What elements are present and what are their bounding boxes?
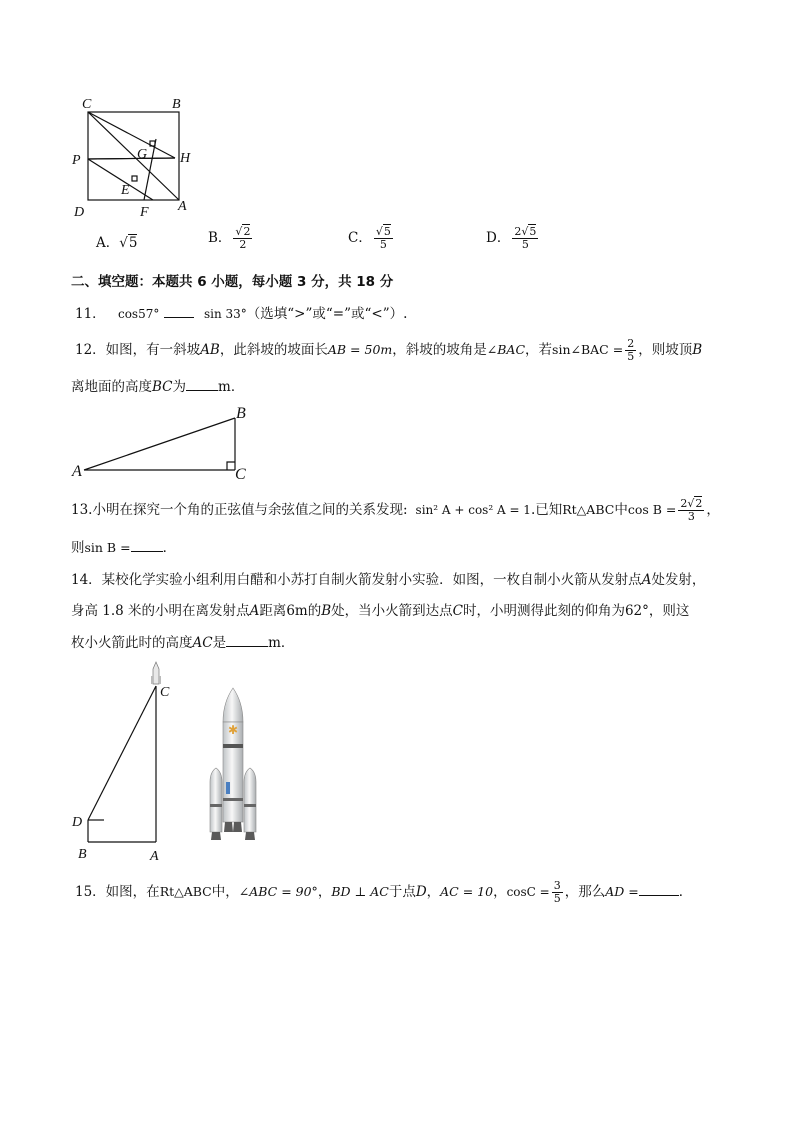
answer-blank (131, 537, 163, 552)
question-15: 15．如图，在Rt△ABC中，∠ABC = 90°，BD ⊥ AC于点D，AC = 10，cosC = $\frac{3}{5}$ ，那么AD = ． (75, 879, 693, 905)
question-14-line1: 14．某校化学实验小组利用白醋和小苏打自制火箭发射小实验．如图，一枚自制小火箭从发射点A处发射， (71, 572, 706, 588)
label-B: B (236, 405, 246, 422)
rocket-triangle-figure (68, 660, 188, 865)
small-rocket-icon (151, 662, 161, 684)
label-A: A (72, 463, 82, 480)
question-13-line1: 13.小明在探究一个角的正弦值与余弦值之间的关系发现: sin² A + cos² A = 1.已知Rt△ABC中cos B = $\frac{2√2}{3}$ ， (71, 497, 720, 523)
question-12-line2: 离地面的高度BC为 m． (71, 376, 244, 397)
question-14-line2: 身高 1.8 米的小明在离发射点A距离6m的B处，当小火箭到达点C时，小明测得此刻的仰角为62°，则这 (71, 603, 690, 619)
label-C: C (160, 685, 170, 700)
question-14-line3: 枚小火箭此时的高度AC是 m． (71, 632, 294, 653)
label-E: E (121, 183, 130, 198)
label-P: P (72, 153, 81, 168)
svg-text:✱: ✱ (228, 723, 239, 737)
option-d: D． $\frac{2√5}{5}$ (486, 225, 537, 251)
label-F: F (140, 205, 149, 220)
label-D: D (72, 815, 83, 830)
label-A: A (150, 849, 159, 864)
answer-blank (226, 632, 268, 647)
answer-blank (639, 881, 679, 896)
label-C: C (235, 466, 246, 482)
label-B: B (172, 97, 181, 112)
label-C: C (82, 97, 92, 112)
label-H: H (180, 151, 191, 166)
answer-blank (164, 303, 194, 318)
square-figure (70, 92, 200, 224)
question-13-line2: 则sin B = ． (71, 537, 176, 558)
rocket-illustration (202, 686, 264, 846)
label-G: G (137, 147, 148, 162)
question-12-line1: 12．如图，有一斜坡AB，此斜坡的坡面长AB = 50m，斜坡的坡角是∠BAC，若sin∠BAC = $\frac{2}{5}$ ，则坡顶B (75, 337, 703, 363)
slope-figure (68, 400, 258, 482)
option-c: C． $\frac{√5}{5}$ (348, 225, 391, 251)
option-b: B． $\frac{√2}{2}$ (208, 225, 251, 251)
option-a: A．√5 (96, 235, 138, 251)
question-11: 11． cos57° sin 33°（选填“>”或“=”或“<”）. (75, 303, 407, 324)
label-A: A (178, 199, 187, 214)
label-D: D (74, 205, 85, 220)
answer-blank (186, 376, 218, 391)
section-heading: 二、填空题：本题共 6 小题，每小题 3 分，共 18 分 (71, 274, 394, 290)
label-B: B (78, 847, 87, 862)
